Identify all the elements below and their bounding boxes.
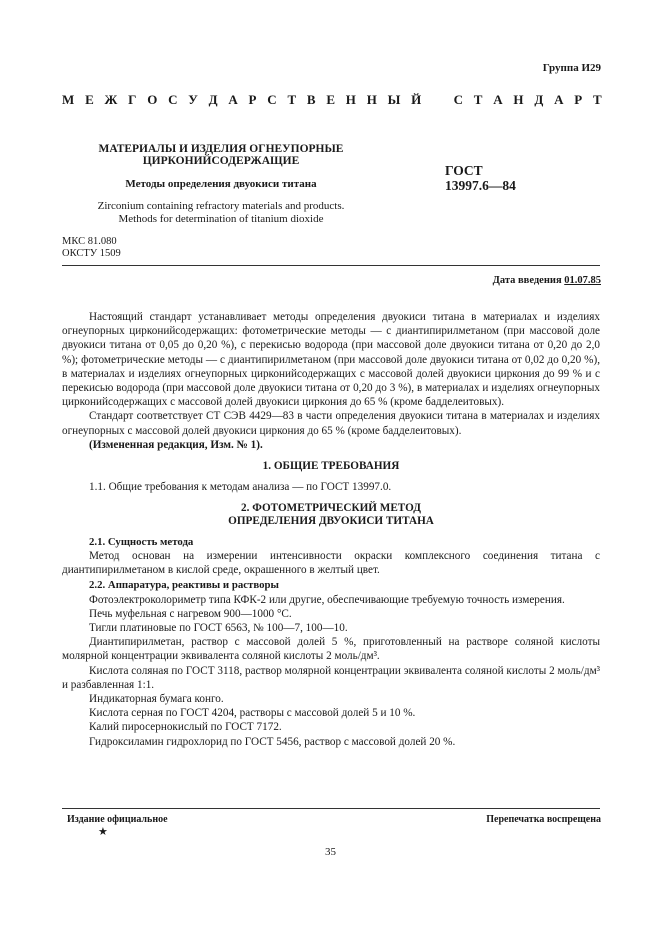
document-subtitle: Методы определения двуокиси титана <box>125 178 317 190</box>
banner-letter: Н <box>513 92 524 107</box>
banner-letter: Р <box>248 92 257 107</box>
intro-paragraph: Настоящий стандарт устанавливает методы определения двуокиси титана в материалах и изделиях огнеупорных цирконийсодержащих: фотометрические методы — с диантипирилметаном (при массовой доле двуокиси титана от 0,05 до 0,20 %), с перекисью водорода (при массовой доле двуокиси титана от 0,20 до 2,0 %); фотометрические методы — с диантипирилметаном (при массовой доле двуокиси титана от 0,02 до 0,20 %), в материалах и изделиях огнеупорных цирконийсодержащих с массовой долей двуокиси циркония до 99 % и с перекисью водорода (при массовой доле двуокиси титана от 0,20 до 3 %), в материалах и изделиях огнеупорных цирконийсодержащих с массовой долей двуокиси циркония до 65 % (кроме бадделеитовых). <box>62 311 600 409</box>
banner-letter: Т <box>473 92 483 107</box>
banner-letter: Е <box>85 92 94 107</box>
banner-letter: С <box>168 92 178 107</box>
banner-letter: Ы <box>387 92 401 107</box>
banner-letter: Г <box>128 92 137 107</box>
banner-letter: С <box>267 92 277 107</box>
clause-2-1-text: Метод основан на измерении интенсивности окраски комплексного соединения титана с диантипирилметаном в кислой среде, окрашенного в желтый цвет. <box>62 549 600 577</box>
equipment-item: Индикаторная бумага конго. <box>89 692 224 705</box>
equipment-item: Кислота соляная по ГОСТ 3118, раствор молярной концентрации эквивалента соляной кислоты 2 моль/дм³ и разбавленная 1:1. <box>62 664 600 691</box>
banner-letter: А <box>554 92 564 107</box>
section-2-heading: 2. ФОТОМЕТРИЧЕСКИЙ МЕТОД ОПРЕДЕЛЕНИЯ ДВУОКИСИ ТИТАНА <box>228 501 434 528</box>
banner-letter: Е <box>326 92 336 107</box>
banner-letter: Р <box>574 92 583 107</box>
equipment-item: Калий пиросернокислый по ГОСТ 7172. <box>89 721 282 734</box>
clause-2-1-heading: 2.1. Сущность метода <box>89 535 194 548</box>
star-icon: ★ <box>98 826 108 838</box>
equipment-item: Кислота серная по ГОСТ 4204, растворы с массовой долей 5 и 10 %. <box>89 707 416 720</box>
banner-letter: Т <box>592 92 602 107</box>
footer-divider <box>62 808 600 809</box>
header-divider <box>62 265 600 266</box>
equipment-item: Гидроксиламин гидрохлорид по ГОСТ 5456, раствор с массовой долей 20 %. <box>89 735 456 748</box>
official-edition-note: Издание официальное <box>67 814 168 825</box>
classification-codes: МКС 81.080 ОКСТУ 1509 <box>62 236 121 259</box>
banner-letter: А <box>228 92 238 107</box>
english-title: Zirconium containing refractory materials and products. Methods for determination of titanium dioxide <box>97 200 345 225</box>
banner-letter: Н <box>345 92 356 107</box>
banner-letter: Т <box>287 92 297 107</box>
banner-letter: Й <box>411 92 422 107</box>
equipment-item: Диантипирилметан, раствор с массовой долей 5 %, приготовленный на растворе соляной кислоты молярной концентрации эквивалента соляной кислоты 2 моль/дм³. <box>62 636 600 663</box>
banner-letter: Д <box>534 92 544 107</box>
banner-letter: Ж <box>104 92 118 107</box>
equipment-item: Фотоэлектроколориметр типа КФК-2 или другие, обеспечивающие требуемую точность измерения. <box>89 593 565 606</box>
equipment-item: Тигли платиновые по ГОСТ 6563, № 100—7, 100—10. <box>89 621 348 634</box>
clause-1-1: 1.1. Общие требования к методам анализа — по ГОСТ 13997.0. <box>89 480 392 493</box>
reprint-prohibited-note: Перепечатка воспрещена <box>486 814 601 825</box>
banner-letter: В <box>306 92 316 107</box>
banner-letter: Д <box>208 92 218 107</box>
sev-paragraph: Стандарт соответствует СТ СЭВ 4429—83 в части определения двуокиси титана в материалах и изделиях огнеупорных с массовой долей двуокиси циркония до 65 % (кроме бадделеитовых). <box>62 410 600 437</box>
standard-banner <box>62 92 602 108</box>
edition-note: (Измененная редакция, Изм. № 1). <box>89 438 263 451</box>
equipment-item: Печь муфельная с нагревом 900—1000 °С. <box>89 607 292 620</box>
banner-letter: М <box>62 92 75 107</box>
gost-designation: ГОСТ 13997.6—84 <box>445 163 516 193</box>
banner-letter: С <box>453 92 464 107</box>
group-code: Группа И29 <box>542 62 601 74</box>
page-number: 35 <box>325 846 336 858</box>
section-1-heading: 1. ОБЩИЕ ТРЕБОВАНИЯ <box>262 460 400 473</box>
effective-date: Дата введения 01.07.85 <box>492 275 601 286</box>
banner-letter: А <box>493 92 503 107</box>
document-body <box>62 310 600 749</box>
clause-2-2-heading: 2.2. Аппаратура, реактивы и растворы <box>89 579 279 592</box>
banner-letter: У <box>188 92 198 107</box>
document-title: МАТЕРИАЛЫ И ИЗДЕЛИЯ ОГНЕУПОРНЫЕ ЦИРКОНИЙСОДЕРЖАЩИЕ <box>98 143 344 167</box>
banner-letter: Н <box>366 92 377 107</box>
banner-letter: О <box>147 92 158 107</box>
